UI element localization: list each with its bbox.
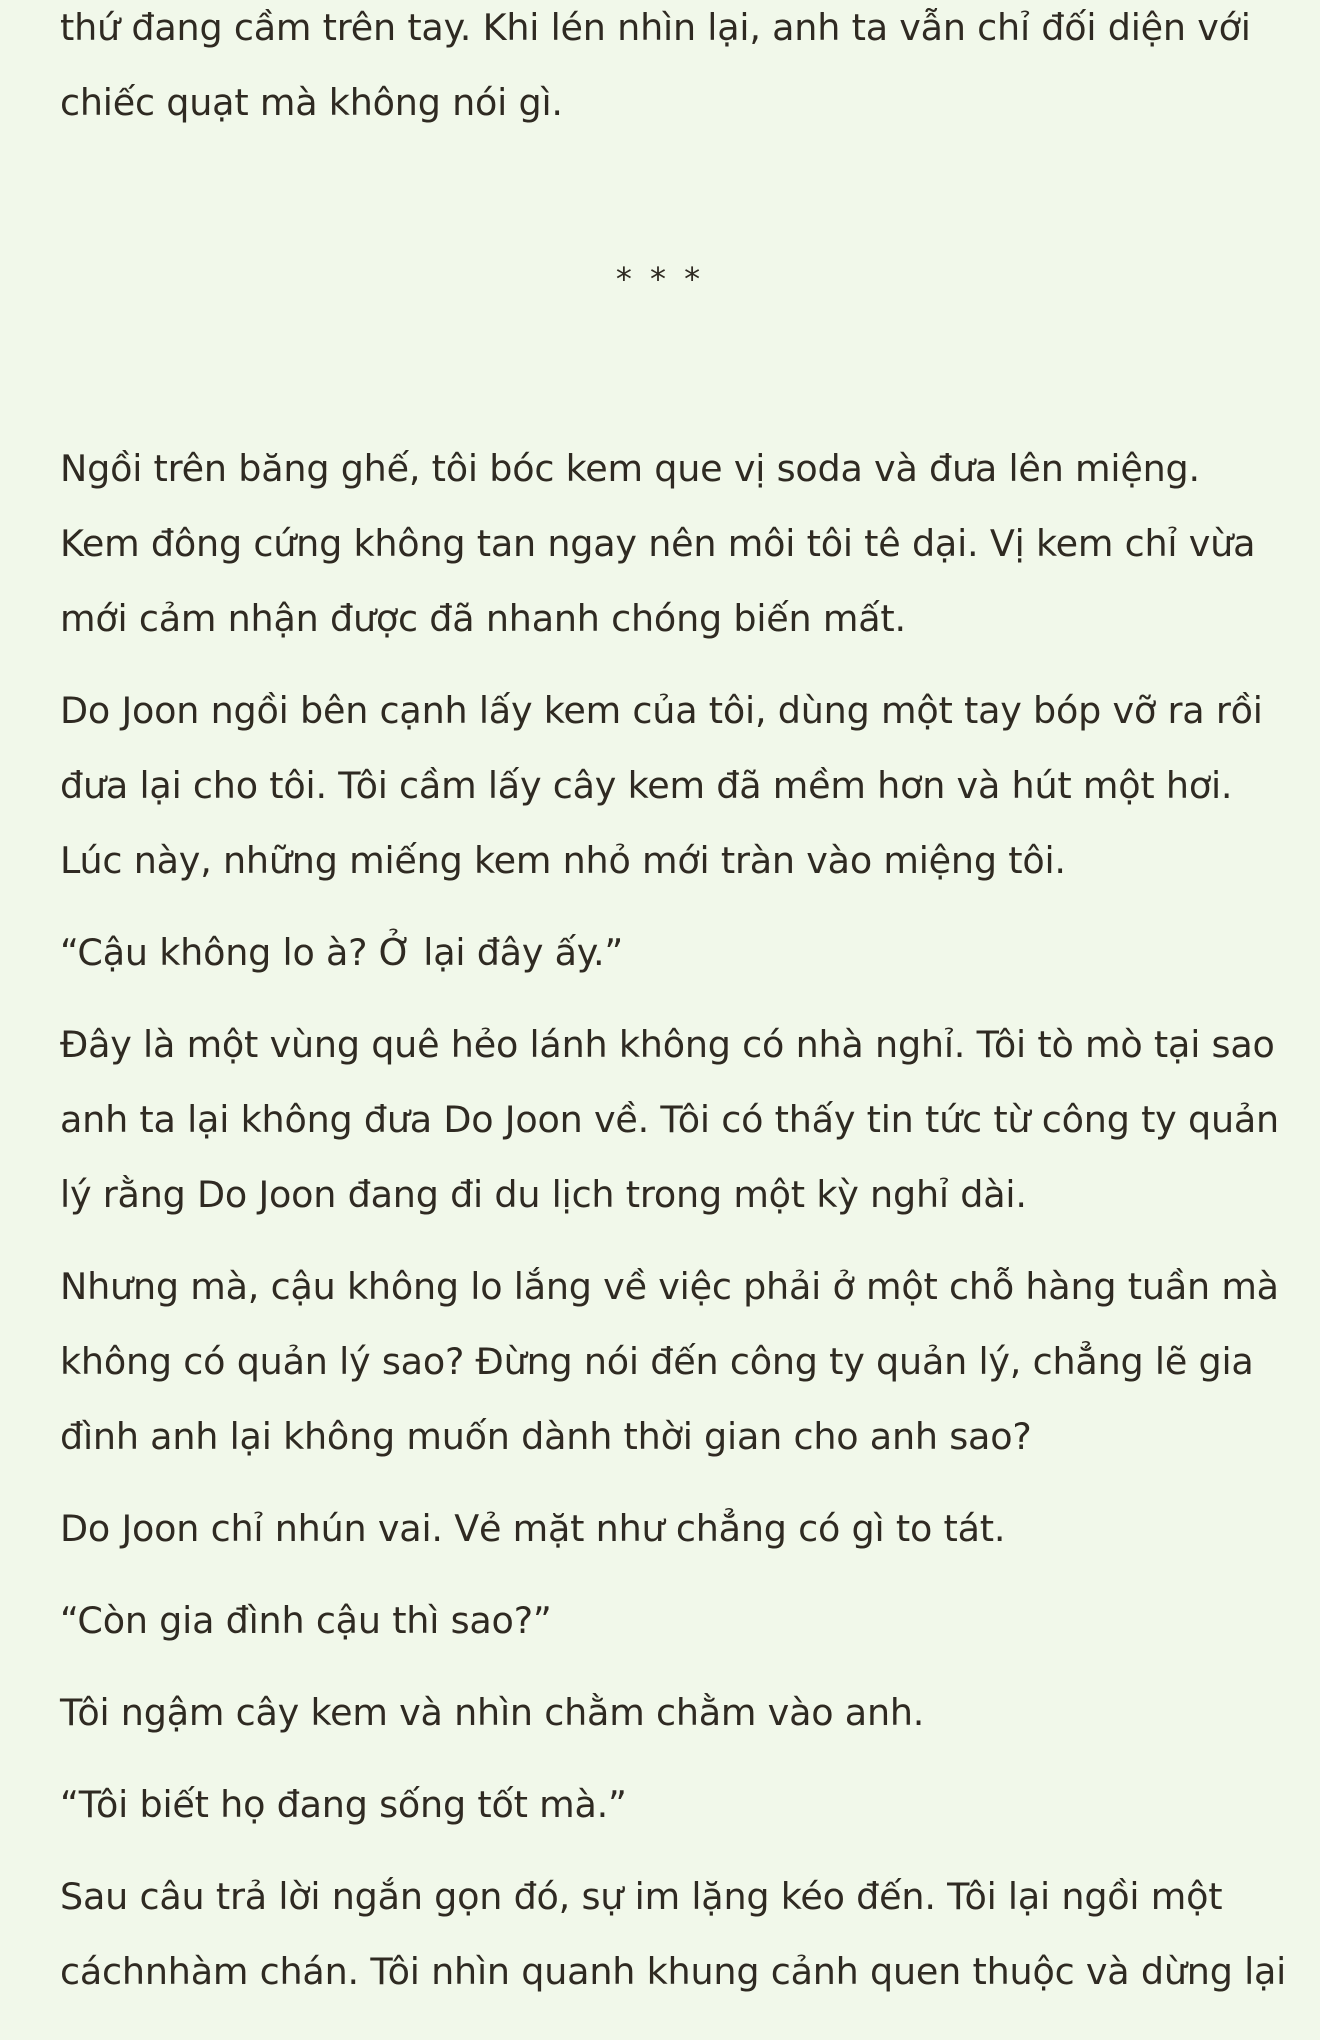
dialogue-paragraph (60, 1583, 1262, 1658)
text-line: Sau câu trả lời ngắn gọn đó, sự im lặng kéo đến. Tôi lại ngồi một (60, 1875, 1223, 1918)
paragraph (60, 1007, 1279, 1232)
paragraph (60, 1491, 1262, 1566)
chapter-text (60, 431, 1287, 2026)
text-line: đưa lại cho tôi. Tôi cầm lấy cây kem đã mềm hơn và hút một hơi. (60, 764, 1233, 807)
text-line: anh ta lại không đưa Do Joon về. Tôi có thấy tin tức từ công ty quản (60, 1098, 1279, 1141)
text-line: Ngồi trên băng ghế, tôi bóc kem que vị soda và đưa lên miệng. (60, 447, 1200, 490)
text-line: lý rằng Do Joon đang đi du lịch trong một kỳ nghỉ dài. (60, 1173, 1027, 1216)
dialogue-paragraph (60, 1767, 1262, 1842)
text-line: “Tôi biết họ đang sống tốt mà.” (60, 1783, 627, 1826)
paragraph (60, 673, 1262, 898)
dialogue-paragraph (60, 915, 1262, 990)
text-line: “Còn gia đình cậu thì sao?” (60, 1599, 552, 1642)
text-line: đình anh lại không muốn dành thời gian cho anh sao? (60, 1415, 1032, 1458)
text-line: “Cậu không lo à? Ở lại đây ấy.” (60, 931, 624, 974)
text-line: Lúc này, những miếng kem nhỏ mới tràn vào miệng tôi. (60, 839, 1066, 882)
text-line: mới cảm nhận được đã nhanh chóng biến mất. (60, 597, 906, 640)
text-line: không có quản lý sao? Đừng nói đến công ty quản lý, chẳng lẽ gia (60, 1340, 1254, 1383)
text-line: Do Joon chỉ nhún vai. Vẻ mặt như chẳng có gì to tát. (60, 1507, 1006, 1550)
text-line: Nhưng mà, cậu không lo lắng về việc phải ở một chỗ hàng tuần mà (60, 1265, 1279, 1308)
paragraph (60, 431, 1262, 656)
text-line: chiếc quạt mà không nói gì. (60, 81, 563, 124)
section-separator: * * * (615, 260, 705, 298)
text-line: Đây là một vùng quê hẻo lánh không có nhà nghỉ. Tôi tò mò tại sao (60, 1023, 1275, 1066)
text-line: thứ đang cầm trên tay. Khi lén nhìn lại, anh ta vẫn chỉ đối diện với (60, 6, 1251, 49)
paragraph-continued (60, 0, 1262, 140)
text-line: cáchnhàm chán. Tôi nhìn quanh khung cảnh quen thuộc và dừng lại (60, 1950, 1287, 1993)
paragraph (60, 1859, 1287, 2009)
paragraph (60, 1675, 1262, 1750)
text-line: Tôi ngậm cây kem và nhìn chằm chằm vào anh. (60, 1691, 925, 1734)
text-line: Do Joon ngồi bên cạnh lấy kem của tôi, dùng một tay bóp vỡ ra rồi (60, 689, 1263, 732)
paragraph (60, 1249, 1279, 1474)
text-line: Kem đông cứng không tan ngay nên môi tôi tê dại. Vị kem chỉ vừa (60, 522, 1256, 565)
